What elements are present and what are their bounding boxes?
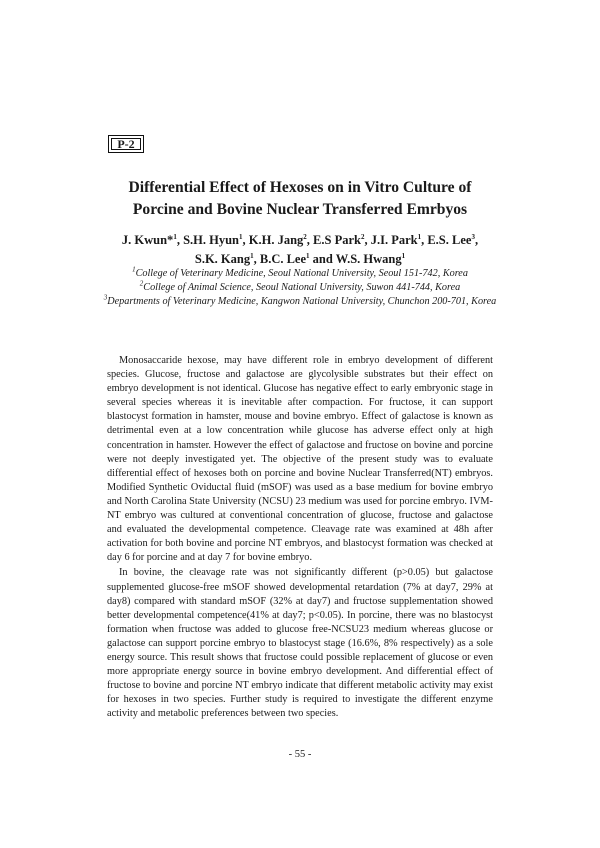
author-line-2: S.K. Kang$^1$, B.C. Lee$^1$ and W.S. Hwang$^1$ bbox=[194, 251, 406, 266]
title-line-1: Differential Effect of Hexoses on in Vitro Culture of bbox=[128, 179, 472, 196]
abstract-body bbox=[107, 354, 493, 721]
author: S.H. Hyun bbox=[183, 233, 239, 247]
author: B.C. Lee bbox=[259, 252, 307, 266]
author: J. Kwun* bbox=[121, 233, 174, 247]
author-list bbox=[60, 231, 540, 269]
affiliation-list bbox=[60, 267, 540, 309]
author-line-1: J. Kwun*$^1$, S.H. Hyun$^1$, K.H. Jang$^2$, E.S Park$^2$, J.I. Park$^1$, E.S. Lee$^3$, bbox=[121, 232, 479, 247]
affiliation: $^3$Departments of Veterinary Medicine, Kangwon National University, Chunchon 200-701, Korea bbox=[103, 293, 497, 307]
abstract-paragraph-1: Monosaccaride hexose, may have different role in embryo development of different species. Glucose, fructose and galactose are glycolysible substrates but their effect on embryo development is not identical. Glucose has negative effect to early embryonic stage in several species whereas it is inevitable after compaction. For fructose, it can support blastocyst formation in hamster, mouse and bovine embryo. Effect of galactose is known as detrimental even at a low concentration while glucose has adverse effect only at high concentration in hamster. However the effect of galactose and fructose on bovine and porcine were not deeply investigated yet. The objective of the present study was to evaluate differential effect of hexoses both on porcine and bovine Nuclear Transferred(NT) embryos. Modified Synthetic Oviductal fluid (mSOF) was used as a base medium for bovine embryo and North Carolina State University (NCSU) 23 medium was used for porcine embryo. IVM-NT embryo was cultured at conventional concentration of glucose, fructose and galactose and evaluated the developmental competence. Cleavage rate was examined at 48h after activation for both bovine and porcine NT embryos, and blastocyst formation was checked at day 6 for porcine and at day 7 for bovine embryo. bbox=[107, 355, 493, 564]
title-line-2: Porcine and Bovine Nuclear Transferred Emrbyos bbox=[132, 201, 468, 218]
page-number: - 55 - bbox=[288, 749, 312, 760]
author: E.S Park bbox=[313, 233, 361, 247]
author: S.K. Kang bbox=[194, 252, 251, 266]
abstract-paragraph-2: In bovine, the cleavage rate was not significantly different (p>0.05) but galactose supplemented glucose-free mSOF showed developmental retardation (7% at day7, 29% at day8) compared with standard mSOF (32% at day7) and fructose supplementation showed better developmental competence(41% at day7; p<0.05). In porcine, there was no blastocyst formation when fructose was added to glucose free-NCSU23 medium whereas glucose or galactose can support porcine embryo to blastocyst stage (16.6%, 8% respectively) as a sole energy source. This result shows that fructose could possible replacement of glucose or even more appropriate energy source in bovine embryo development. And differential effect of fructose to bovine and porcine NT embryo indicate that different metabolic activity may exist for hexoses in two species. Further study is required to investigate the different enzyme activity and metabolic preferences between two species. bbox=[107, 567, 493, 720]
paper-title bbox=[60, 177, 540, 221]
author: J.I. Park bbox=[370, 233, 418, 247]
author-conjunction: and bbox=[312, 252, 333, 266]
author: E.S. Lee bbox=[427, 233, 472, 247]
affiliation: $^1$College of Veterinary Medicine, Seoul National University, Seoul 151-742, Korea bbox=[132, 265, 468, 279]
affiliation: $^2$College of Animal Science, Seoul National University, Suwon 441-744, Korea bbox=[139, 279, 461, 293]
author: W.S. Hwang bbox=[335, 252, 402, 266]
session-code: P-2 bbox=[117, 137, 135, 151]
session-code-badge bbox=[108, 135, 144, 153]
author: K.H. Jang bbox=[248, 233, 304, 247]
